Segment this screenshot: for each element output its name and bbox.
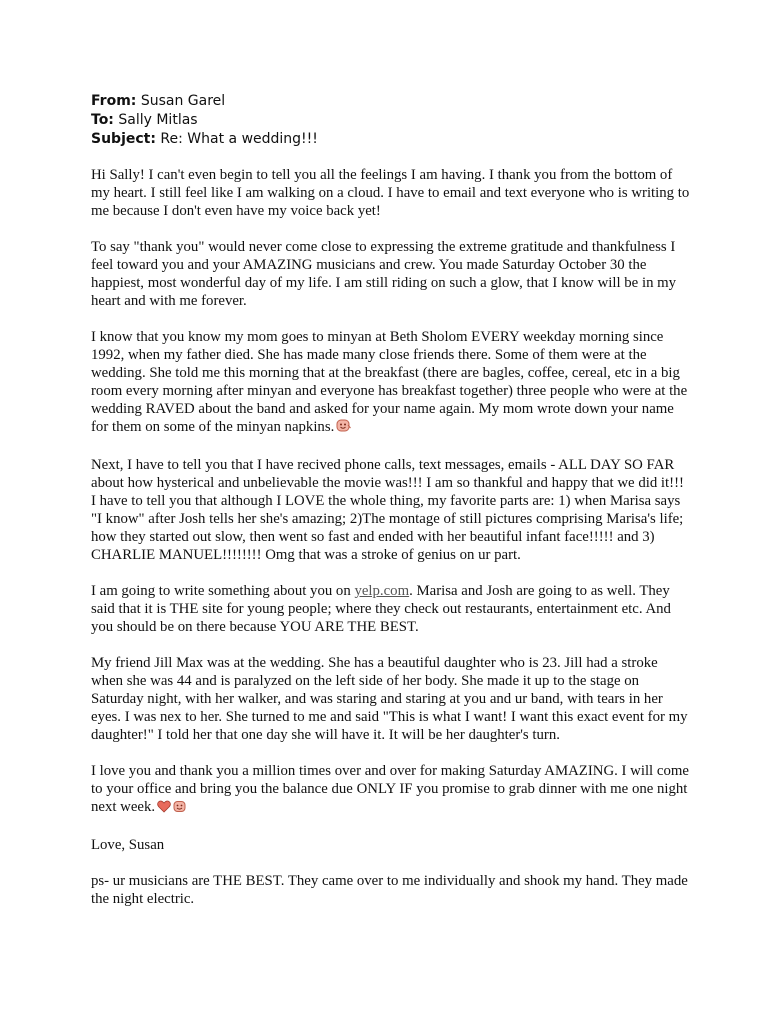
- paragraph-yelp: [91, 582, 691, 636]
- subject-label: Subject:: [91, 131, 156, 147]
- yelp-link[interactable]: yelp.com: [354, 583, 410, 599]
- paragraph-movie: Next, I have to tell you that I have recived phone calls, text messages, emails - ALL DAY SO FAR about how hysterical and unbelievable the movie was!!! I am so thankful and happy that we did it!!! I have to tell you that although I LOVE the whole thing, my favorite parts are: 1) when Marisa says "I know" after Josh tells her she's amazing; 2)The montage of still pictures comprising Marisa's life; how they started out slow, then went so fast and ended with her beautiful infant face!!!!! and 3) CHARLIE MANUEL!!!!!!!! Omg that was a stroke of genius on ur part.: [91, 457, 684, 563]
- email-headers: [91, 92, 691, 149]
- paragraph-closing-text: I love you and thank you a million times over and over for making Saturday AMAZING. I will come to your office and bring you the balance due ONLY IF you promise to grab dinner with me one night next week.: [91, 763, 689, 815]
- from-label: From:: [91, 93, 137, 109]
- email-page: [91, 92, 691, 926]
- paragraph-ps: ps- ur musicians are THE BEST. They came over to me individually and shook my hand. They made the night electric.: [91, 873, 688, 907]
- paragraph-jill: My friend Jill Max was at the wedding. She has a beautiful daughter who is 23. Jill had a stroke when she was 44 and is paralyzed on the left side of her body. She made it up to the stage on Saturday night, with her walker, and was staring and staring at you and ur band, with tears in her eyes. I was nex to her. She turned to me and said "This is what I want! I want this exact event for my daughter!" I told her that one day she will have it. It will be her daughter's turn.: [91, 655, 688, 743]
- paragraph-minyan: [91, 328, 691, 438]
- to-value: Sally Mitlas: [118, 112, 198, 128]
- paragraph-yelp-after: . Marisa and Josh are going to as well. They said that it is THE site for young people; where they check out restaurants, entertainment etc. And you should be on there because YOU ARE THE BEST.: [91, 583, 671, 635]
- heart-emoticon-icon: [157, 800, 171, 818]
- paragraph-thank-you: To say "thank you" would never come close to expressing the extreme gratitude and thankfulness I feel toward you and your AMAZING musicians and crew. You made Saturday October 30 the happiest, most wonderful day of my life. I am still riding on such a glow, that I know will be in my heart and with me forever.: [91, 239, 677, 309]
- paragraph-greeting: Hi Sally! I can't even begin to tell you all the feelings I am having. I thank you from the bottom of my heart. I still feel like I am walking on a cloud. I have to email and text everyone who is writing to me because I don't even have my voice back yet!: [91, 167, 690, 219]
- smiley-emoticon-icon: [336, 419, 351, 438]
- smiley-emoticon-icon: [173, 800, 186, 818]
- from-line: [91, 92, 691, 111]
- from-value: Susan Garel: [140, 93, 226, 109]
- paragraph-signoff: Love, Susan: [91, 837, 165, 853]
- subject-line: [91, 130, 691, 149]
- subject-value: Re: What a wedding!!!: [160, 131, 318, 147]
- paragraph-yelp-before: I am going to write something about you on: [91, 583, 355, 599]
- to-line: [91, 111, 691, 130]
- paragraph-minyan-text: I know that you know my mom goes to minyan at Beth Sholom EVERY weekday morning since 1992, when my father died. She has made many close friends there. Some of them were at the wedding. She told me this morning that at the breakfast (there are bagles, coffee, cereal, etc in a big room every morning after minyan and everyone has breakfast together) three people who were at the wedding RAVED about the band and asked for your name again. My mom wrote down your name for them on some of the minyan napkins.: [91, 329, 688, 435]
- paragraph-closing: [91, 762, 691, 818]
- email-body: [91, 166, 691, 908]
- to-label: To:: [91, 112, 114, 128]
